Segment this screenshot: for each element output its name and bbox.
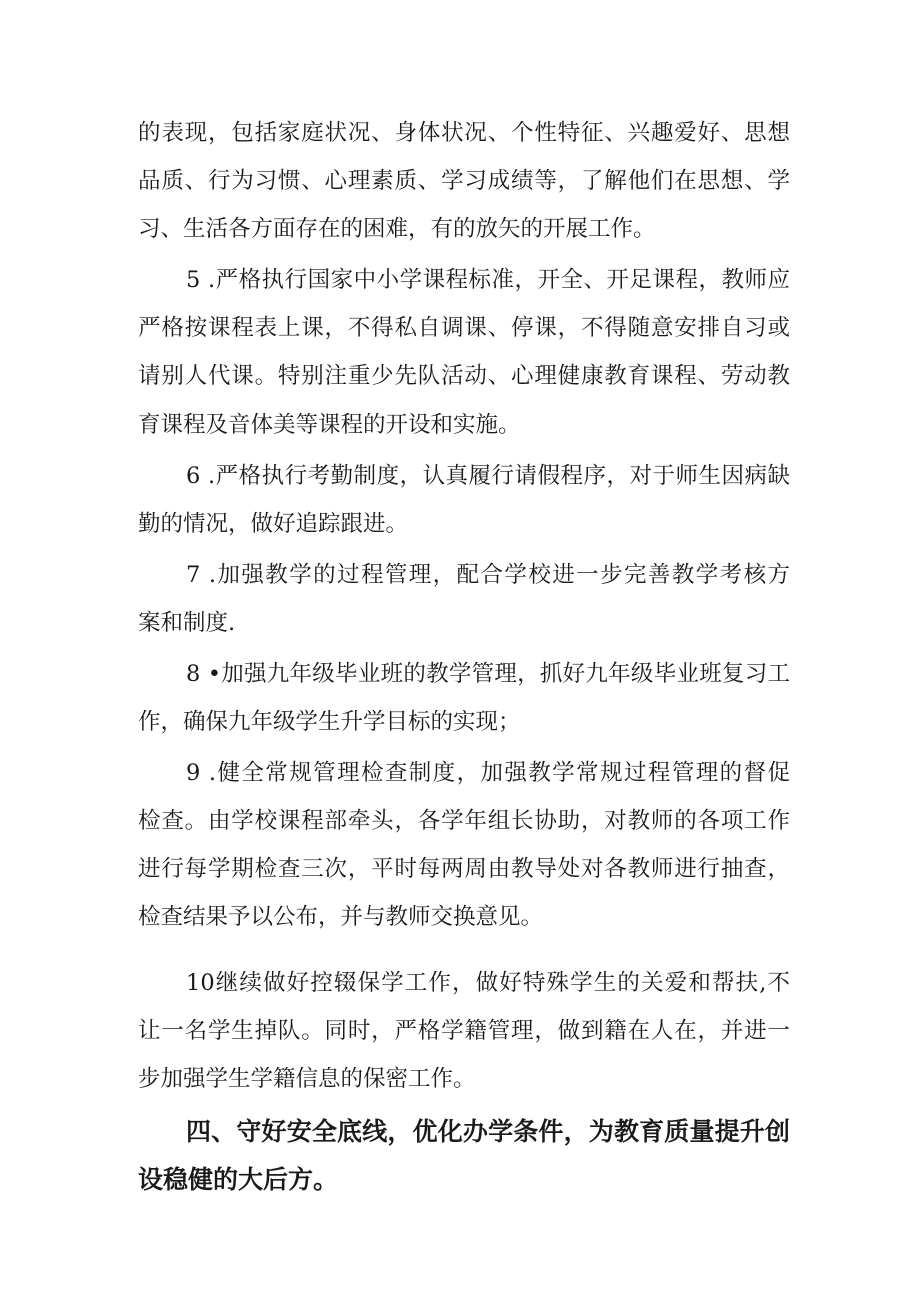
text-line: 严格按课程表上课，不得私自调课、停课，不得随意安排自习或 [138, 315, 790, 341]
text-line: 的表现，包括家庭状况、身体状况、个性特征、兴趣爱好、思想 [138, 120, 790, 146]
text-line: 7 .加强教学的过程管理，配合学校进一步完善教学考核方 [186, 562, 790, 588]
text-line: 品质、行为习惯、心理素质、学习成绩等，了解他们在思想、学 [138, 168, 790, 194]
text-line: 9 .健全常规管理检查制度，加强教学常规过程管理的督促 [186, 760, 790, 786]
text-line: 10继续做好控辍保学工作，做好特殊学生的关爱和帮扶,不 [186, 970, 790, 996]
text-line: 进行每学期检查三次，平时每两周由教导处对各教师进行抽查， [138, 856, 790, 882]
text-line: 步加强学生学籍信息的保密工作。 [138, 1066, 476, 1092]
text-line: 育课程及音体美等课程的开设和实施。 [138, 412, 521, 438]
text-line: 请别人代课。特别注重少先队活动、心理健康教育课程、劳动教 [138, 363, 790, 389]
text-line: 8 •加强九年级毕业班的教学管理，抓好九年级毕业班复习工 [186, 661, 790, 687]
text-line: 6 .严格执行考勤制度，认真履行请假程序，对于师生因病缺 [186, 463, 790, 489]
text-line: 5 .严格执行国家中小学课程标准，开全、开足课程，教师应 [186, 267, 790, 293]
text-line: 作，确保九年级学生升学目标的实现； [138, 709, 521, 735]
text-line: 案和制度. [138, 610, 236, 636]
text-line: 让一名学生掉队。同时，严格学籍管理，做到籍在人在，并进一 [138, 1018, 790, 1044]
text-line: 习、生活各方面存在的困难，有的放矢的开展工作。 [138, 216, 656, 242]
text-line: 检查。由学校课程部牵头，各学年组长协助，对教师的各项工作 [138, 808, 790, 834]
section-heading: 设稳健的大后方。 [138, 1165, 339, 1194]
section-heading: 四、守好安全底线，优化办学条件，为教育质量提升创 [186, 1117, 790, 1146]
text-line: 检查结果予以公布，并与教师交换意见。 [138, 904, 544, 930]
text-line: 勤的情况，做好追踪跟进。 [138, 511, 409, 537]
